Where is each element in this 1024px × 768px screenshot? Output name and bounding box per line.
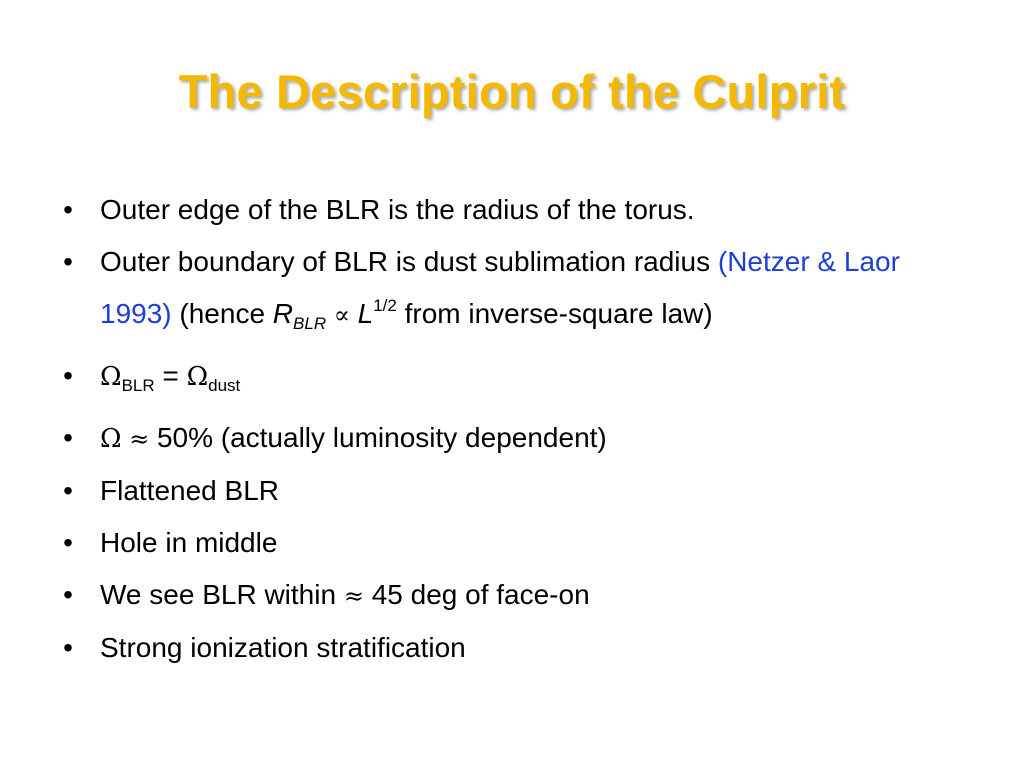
- bullet-text-part: (hence: [171, 298, 273, 329]
- bullet-text: 50% (actually luminosity dependent): [156, 422, 607, 453]
- math-subscript: dust: [208, 376, 241, 395]
- math-variable-r: R: [272, 298, 294, 329]
- bullet-item-ionization: [58, 626, 968, 670]
- omega-symbol: Ω: [100, 362, 122, 392]
- math-subscript: BLR: [121, 376, 155, 395]
- math-variable-l: L: [357, 298, 374, 329]
- math-superscript: 1/2: [373, 296, 397, 315]
- bullet-item-hole-in-middle: [58, 521, 968, 565]
- approx-symbol: ≈: [343, 582, 364, 610]
- omega-symbol: Ω: [100, 424, 122, 454]
- bullet-text-part: from inverse-square law): [396, 298, 713, 329]
- bullet-icon: •: [63, 422, 73, 453]
- bullet-icon: •: [63, 360, 73, 391]
- bullet-icon: •: [63, 579, 73, 610]
- bullet-text: Strong ionization stratification: [100, 632, 466, 663]
- bullet-icon: •: [63, 475, 73, 506]
- bullet-icon: •: [63, 632, 73, 663]
- bullet-text-part: Outer boundary of BLR is dust sublimation radius: [100, 246, 718, 277]
- bullet-text: Flattened BLR: [100, 475, 279, 506]
- bullet-item-omega-percent: [58, 416, 968, 461]
- bullet-icon: •: [63, 527, 73, 558]
- bullet-icon: •: [63, 194, 73, 225]
- bullet-text: Outer edge of the BLR is the radius of the torus.: [100, 194, 695, 225]
- citation-link: (Netzer & Laor 1993): [100, 246, 900, 329]
- slide-title: The Description of the Culprit: [178, 65, 846, 118]
- bullet-text-part: 45 deg of face-on: [363, 579, 590, 610]
- bullet-item-torus-radius: [58, 188, 968, 232]
- bullet-item-flattened-blr: [58, 469, 968, 513]
- approx-symbol: ≈: [121, 425, 157, 453]
- bullet-item-dust-sublimation: [58, 240, 968, 346]
- bullet-item-omega-equality: [58, 354, 968, 408]
- equals-sign: =: [154, 360, 187, 391]
- bullet-text: Hole in middle: [100, 527, 278, 558]
- proportional-symbol: ∝: [326, 301, 358, 329]
- omega-symbol: Ω: [186, 362, 209, 392]
- bullet-item-face-on: [58, 573, 968, 618]
- bullet-icon: •: [63, 246, 73, 277]
- bullet-list: [58, 188, 968, 678]
- bullet-text-part: We see BLR within: [100, 579, 344, 610]
- math-subscript: BLR: [293, 314, 327, 333]
